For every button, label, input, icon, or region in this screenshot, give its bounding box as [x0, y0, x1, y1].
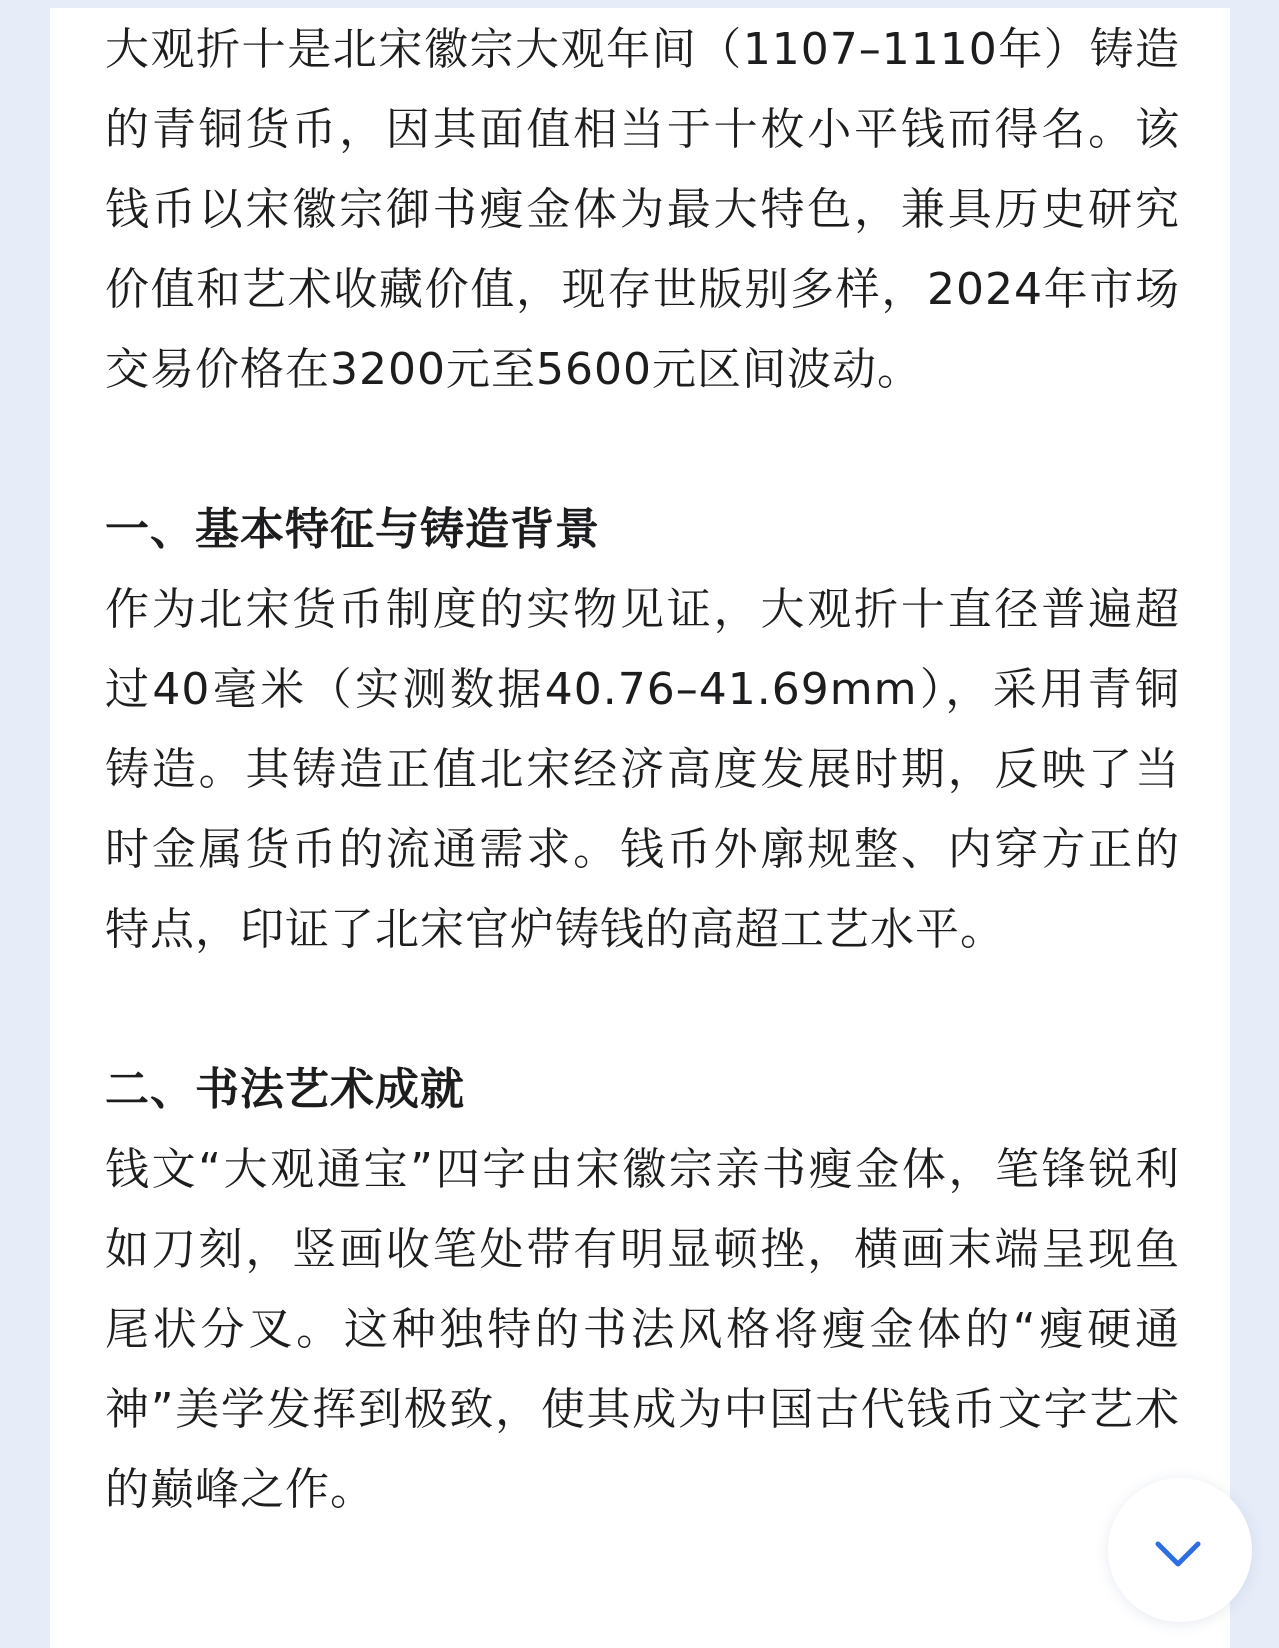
intro-paragraph: 大观折十是北宋徽宗大观年间（1107–1110年）铸造的青铜货币，因其面值相当于十枚小平钱而得名。该钱币以宋徽宗御书瘦金体为最大特色，兼具历史研究价值和艺术收藏价值，现存世版别多样，2024年市场交易价格在3200元至5600元区间波动。 [105, 24, 1180, 395]
section-body-basic-features: 作为北宋货币制度的实物见证，大观折十直径普遍超过40毫米（实测数据40.76–41.69mm），采用青铜铸造。其铸造正值北宋经济高度发展时期，反映了当时金属货币的流通需求。钱币外廓规整、内穿方正的特点，印证了北宋官炉铸钱的高超工艺水平。 [105, 584, 1180, 955]
paragraph-gap [105, 970, 1180, 1050]
section-body-calligraphy: 钱文“大观通宝”四字由宋徽宗亲书瘦金体，笔锋锐利如刀刻，竖画收笔处带有明显顿挫，横画末端呈现鱼尾状分叉。这种独特的书法风格将瘦金体的“瘦硬通神”美学发挥到极致，使其成为中国古代钱币文字艺术的巅峰之作。 [105, 1144, 1180, 1515]
scroll-down-button[interactable] [1108, 1478, 1252, 1622]
paragraph-gap [105, 410, 1180, 490]
section-heading-basic-features: 一、基本特征与铸造背景 [105, 504, 600, 555]
chevron-down-icon [1152, 1528, 1204, 1580]
article-content [105, 10, 1180, 1530]
section-heading-calligraphy: 二、书法艺术成就 [105, 1064, 465, 1115]
